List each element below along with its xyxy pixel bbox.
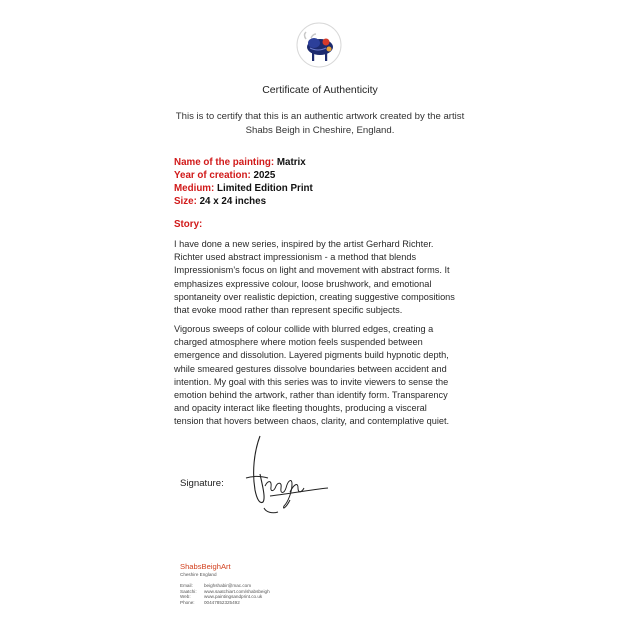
detail-name: [174, 156, 313, 169]
intro-line: Shabs Beigh in Cheshire, England.: [245, 124, 395, 136]
intro-line: This is to certify that this is an authentic artwork created by the artist: [175, 111, 465, 122]
story-line: that evoke mood rather than represent specific subjects.: [174, 305, 403, 316]
story-line: emergence and dissolution. Layered pigments build hypnotic depth,: [174, 350, 449, 361]
contact-row: [180, 600, 270, 606]
contact-key: Phone:: [180, 599, 195, 605]
detail-medium: [174, 182, 313, 195]
detail-label: Size:: [174, 196, 200, 207]
footer-brand: ShabsBeighArt: [180, 562, 231, 571]
detail-value: Matrix: [276, 157, 306, 168]
story-line: and opacity interact like fleeting thoughts, producing a visceral: [174, 403, 427, 414]
story-line: emphasizes expressive colour, loose brushwork, and emotional: [174, 278, 432, 289]
story-paragraph: [174, 323, 466, 429]
contact-value: www.saatchiart.com/shabsbeigh: [204, 588, 270, 594]
signature-label: Signature:: [180, 478, 224, 489]
detail-year: [174, 169, 313, 182]
story-line: tension that hovers between chaos, clarity, and contemplative quiet.: [174, 416, 450, 427]
detail-size: [174, 195, 313, 208]
contact-list: [180, 583, 270, 605]
detail-label: Name of the painting:: [174, 157, 277, 168]
story-heading: Story:: [174, 219, 203, 230]
contact-value: beighshabir@mac.com: [204, 583, 252, 588]
contact-value: www.paintingsandprint.co.uk: [204, 594, 263, 600]
certificate-title: Certificate of Authenticity: [262, 84, 378, 96]
detail-label: Year of creation:: [174, 170, 254, 181]
detail-value: Limited Edition Print: [217, 183, 313, 194]
story-line: I have done a new series, inspired by the artist Gerhard Richter.: [174, 239, 434, 249]
story-line: charged atmosphere where motion feels suspended between: [174, 337, 423, 348]
contact-footer: [180, 562, 270, 605]
contact-key: Web:: [180, 594, 191, 600]
story-line: spontaneity over realistic depiction, creating suggestive compositions: [174, 291, 455, 302]
artist-logo: [296, 22, 342, 68]
story-line: while smeared gestures dissolve boundaries between accident and: [174, 363, 447, 374]
story-paragraph: [174, 238, 466, 317]
contact-key: Email:: [180, 583, 193, 588]
contact-key: Saatchi:: [180, 588, 197, 594]
story-line: Richter used abstract impressionism - a method that blends: [174, 252, 417, 263]
contact-value: 00447852325492: [204, 599, 240, 605]
story-line: Impressionism’s focus on light and movement with abstract forms. It: [174, 265, 450, 276]
detail-value: 2025: [253, 170, 276, 181]
story-line: intention. My goal with this series was to invite viewers to sense the: [174, 376, 449, 387]
footer-location: Cheshire England: [180, 572, 217, 577]
story-line: Vigorous sweeps of colour collide with blurred edges, creating a: [174, 324, 434, 334]
intro-text: [170, 110, 470, 137]
detail-value: 24 x 24 inches: [199, 196, 267, 207]
handwritten-signature: [238, 432, 334, 522]
story-line: emotion behind the artwork, rather than identify form. Transparency: [174, 390, 448, 401]
artwork-details: [174, 156, 313, 208]
detail-label: Medium:: [174, 183, 217, 194]
